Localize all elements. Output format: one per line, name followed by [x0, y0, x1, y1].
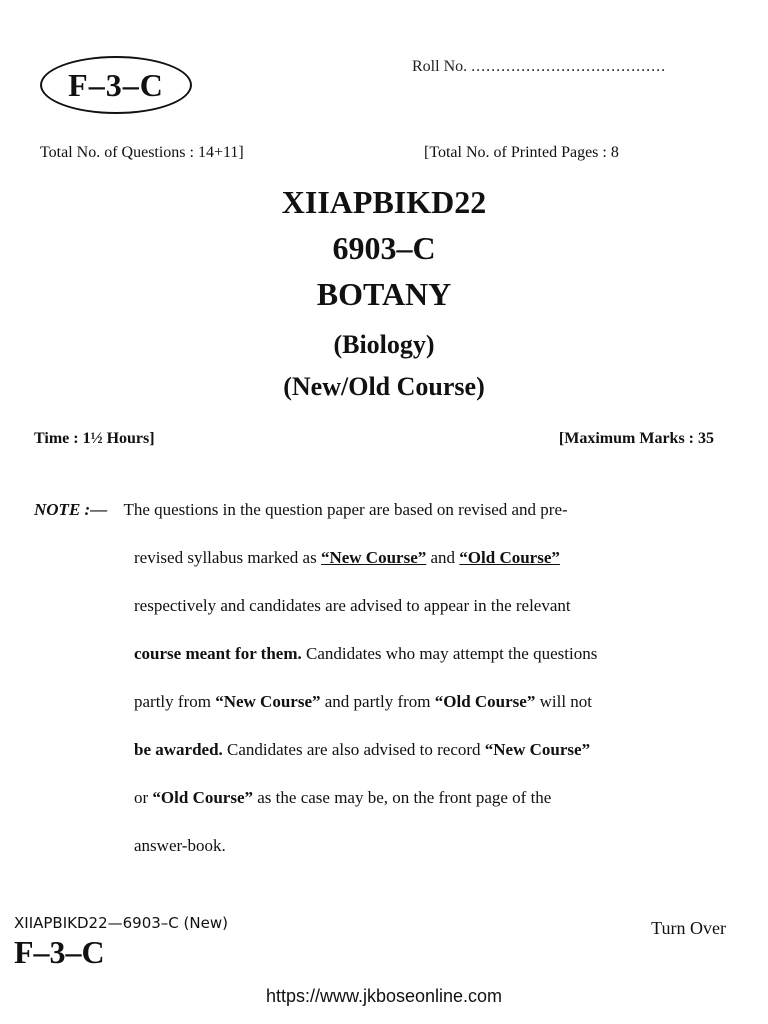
note-line-1: NOTE :— The questions in the question paper are based on revised and pre-: [34, 500, 568, 519]
note-line-8: answer-book.: [134, 836, 226, 855]
paper-code-badge: [40, 56, 192, 114]
note-line-6: be awarded. Candidates are also advised to record “New Course”: [134, 740, 591, 759]
total-questions: Total No. of Questions : 14+11]: [40, 144, 244, 161]
note-line-3: respectively and candidates are advised to appear in the relevant: [134, 596, 571, 615]
roll-label: Roll No.: [412, 58, 468, 75]
paper-code-text: F–3–C: [68, 66, 164, 103]
time-allowed: Time : 1½ Hours]: [34, 430, 155, 447]
note-line-7: or “Old Course” as the case may be, on the front page of the: [134, 788, 552, 807]
note-line-5: partly from “New Course” and partly from “Old Course” will not: [134, 692, 593, 711]
paper-id: XIIAPBIKD22: [281, 184, 487, 220]
roll-number-field: [412, 58, 666, 76]
footer-paper-code: XIIAPBIKD22—6903–C (New): [14, 914, 228, 932]
total-pages: [Total No. of Printed Pages : 8: [424, 144, 619, 161]
footer-code-big: F–3–C: [14, 934, 105, 970]
note-label: NOTE :—: [34, 500, 108, 519]
source-url[interactable]: https://www.jkboseonline.com: [265, 986, 503, 1006]
subject-title: BOTANY: [316, 276, 452, 312]
roll-dots: .......................................: [471, 58, 667, 75]
note-line-2: revised syllabus marked as “New Course” and “Old Course”: [134, 548, 560, 567]
course-type: (New/Old Course): [283, 372, 485, 401]
maximum-marks: [Maximum Marks : 35: [558, 430, 714, 447]
sub-subject: (Biology): [333, 330, 435, 359]
note-line-4: course meant for them. Candidates who may attempt the questions: [134, 644, 598, 663]
paper-code: 6903–C: [332, 230, 436, 266]
turn-over: Turn Over: [651, 918, 726, 938]
